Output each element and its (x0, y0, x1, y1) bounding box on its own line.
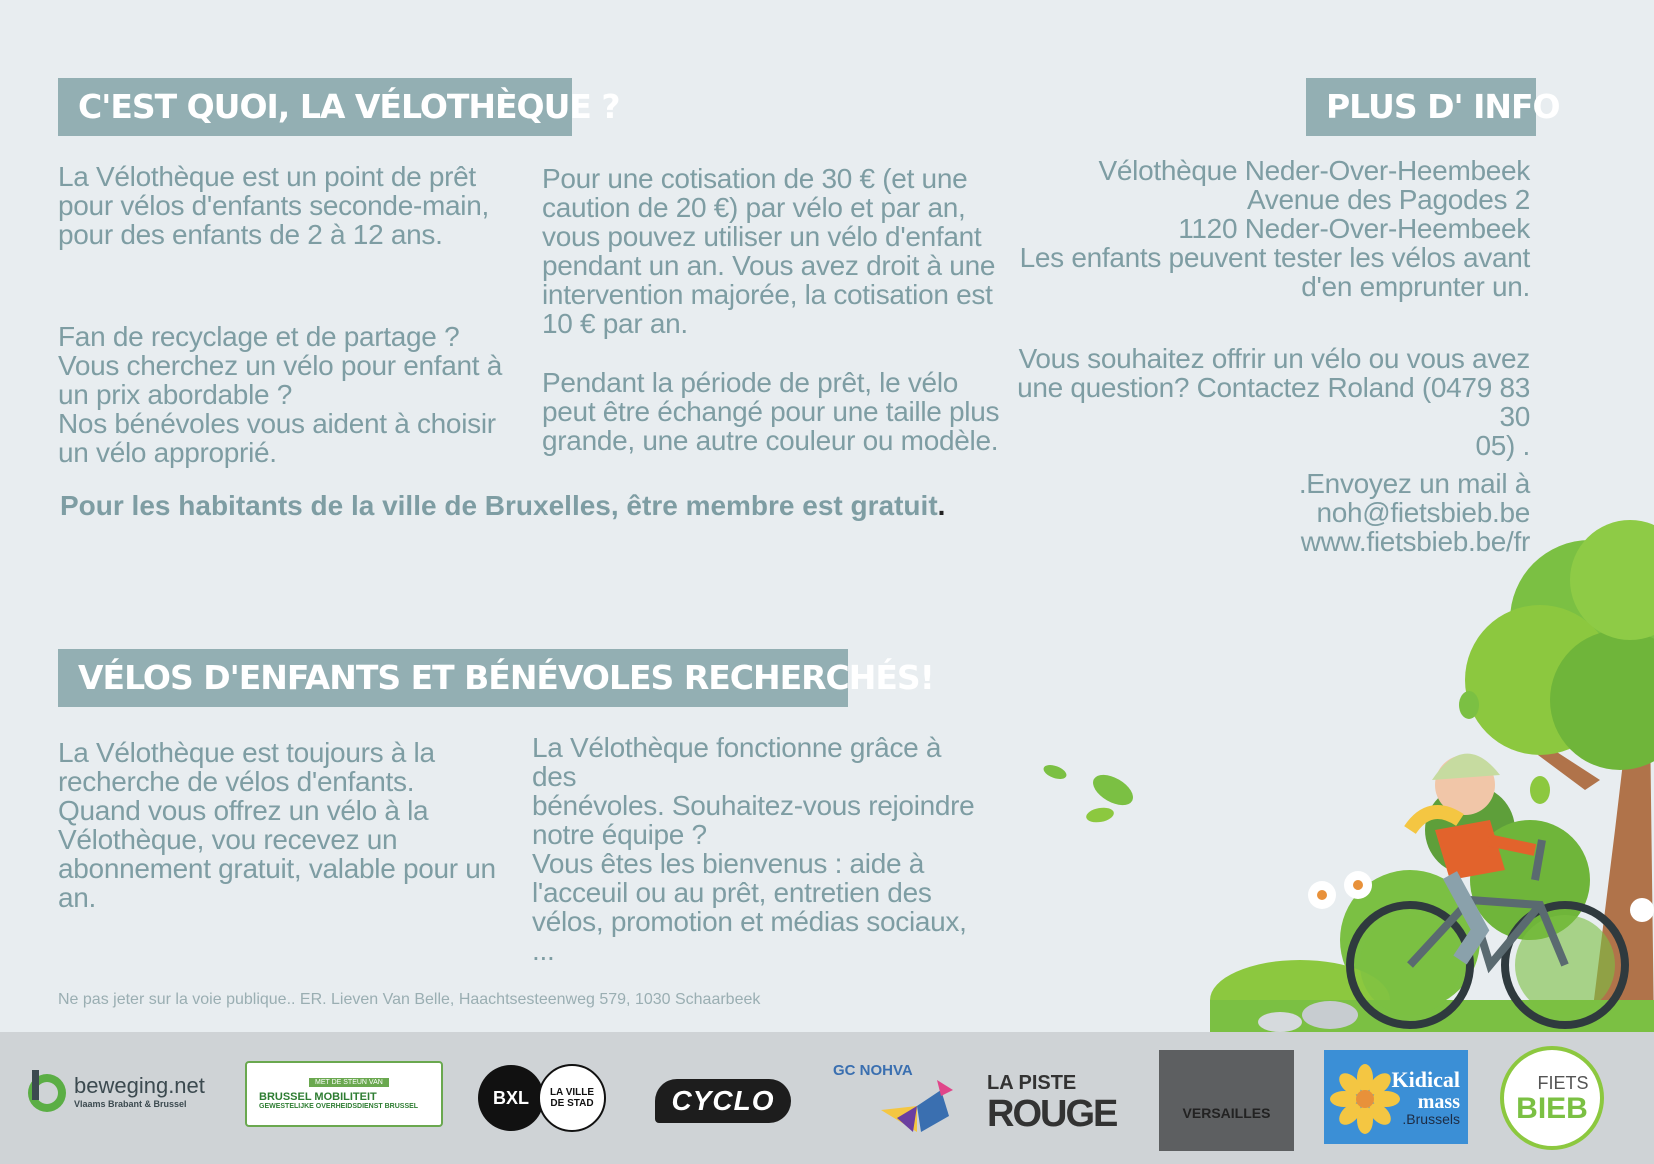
exchange-paragraph: Pendant la période de prêt, le vélo peut être échangé pour une taille plus grande, une autre couleur ou modèle. (542, 367, 1000, 456)
nohva-bird-icon (877, 1076, 955, 1132)
child-bike-illustration (1030, 500, 1654, 1032)
bxl-circle: BXL (478, 1065, 544, 1131)
address-block: Vélothèque Neder-Over-Heembeek Avenue des Pagodes 2 1120 Neder-Over-Heembeek Les enfants peuvent tester les vélos avant d'en emprunter un. (1019, 155, 1530, 302)
volunteers-paragraph: La Vélothèque fonctionne grâce à des bénévoles. Souhaitez-vous rejoindre notre équipe ? Vous êtes les bienvenus : aide à l'acceuil ou au prêt, entretien des vélos, promotion et médias sociaux, ... (532, 732, 975, 966)
fietsbieb-logo (1500, 1046, 1604, 1150)
legal-footnote: Ne pas jeter sur la voie publique.. ER. Lieven Van Belle, Haachtsesteenweg 579, 1030 Schaarbeek (58, 991, 761, 1008)
beweging-logo (24, 1062, 210, 1120)
kidical-flower-icon (1330, 1064, 1400, 1134)
ville-circle (538, 1064, 606, 1132)
fietsbieb-bottom: BIEB (1516, 1091, 1588, 1125)
contact-block: Vous souhaitez offrir un vélo ou vous avez une question? Contactez Roland (0479 83 30 05) . (1017, 343, 1530, 461)
free-membership-end: . (937, 490, 946, 521)
beweging-name: beweging.net (74, 1073, 205, 1098)
beweging-sub: Vlaams Brabant & Brussel (74, 1099, 187, 1109)
brussel-mobiliteit-logo (245, 1061, 443, 1127)
versailles-logo (1159, 1050, 1294, 1151)
ville-top: LA VILLE (549, 1087, 595, 1098)
kidical-mid: mass (1417, 1091, 1460, 1113)
bxl-logo (474, 1063, 610, 1133)
piste-bottom: ROUGE (987, 1092, 1117, 1135)
beweging-b-icon (24, 1068, 70, 1114)
free-membership-note (60, 490, 945, 522)
ville-bottom: DE STAD (550, 1098, 594, 1109)
piste-top: LA PISTE (987, 1071, 1077, 1094)
intro-paragraph: La Vélothèque est un point de prêt pour vélos d'enfants seconde-main, pour des enfants de 2 à 12 ans. (58, 161, 489, 250)
cyclo-name: CYCLO (671, 1085, 775, 1116)
brussel-sub: GEWESTELIJKE OVERHEIDSDIENST BRUSSEL (259, 1103, 419, 1110)
brussel-name: BRUSSEL MOBILITEIT (259, 1091, 377, 1103)
section-heading-what-is: C'EST QUOI, LA VÉLOTHÈQUE ? (58, 78, 572, 136)
recycling-paragraph: Fan de recyclage et de partage ? Vous cherchez un vélo pour enfant à un prix abordable ? Nos bénévoles vous aident à choisir un vélo approprié. (58, 321, 503, 468)
donate-bike-paragraph: La Vélothèque est toujours à la recherche de vélos d'enfants. Quand vous offrez un vélo à la Vélothèque, vou recevez un abonnement gratuit, valable pour un an. (58, 737, 496, 913)
versailles-name: VERSAILLES (1182, 1104, 1271, 1121)
kidical-mass-logo (1324, 1050, 1468, 1144)
nohva-logo (833, 1062, 955, 1132)
nohva-name: GC NOHVA (833, 1062, 913, 1079)
section-heading-more-info: PLUS D' INFO (1306, 78, 1536, 136)
mail-block: .Envoyez un mail à noh@fietsbieb.be www.fietsbieb.be/fr (1298, 468, 1530, 557)
kidical-bottom: .Brussels (1402, 1111, 1460, 1127)
brussel-tag: MET DE STEUN VAN (309, 1078, 389, 1087)
fee-paragraph: Pour une cotisation de 30 € (et une caution de 20 €) par vélo et par an, vous pouvez utiliser un vélo d'enfant pendant un an. Vous avez droit à une intervention majorée, la cotisation est 10 € par an. (542, 163, 996, 339)
piste-rouge-logo (987, 1064, 1129, 1140)
kidical-top: Kidical (1391, 1067, 1460, 1092)
fietsbieb-top: FIETS (1537, 1072, 1589, 1093)
free-membership-text: Pour les habitants de la ville de Bruxelles, être membre est gratuit (60, 490, 938, 521)
cyclo-logo (655, 1079, 791, 1123)
section-heading-wanted: VÉLOS D'ENFANTS ET BÉNÉVOLES RECHERCHÉS! (58, 649, 848, 707)
